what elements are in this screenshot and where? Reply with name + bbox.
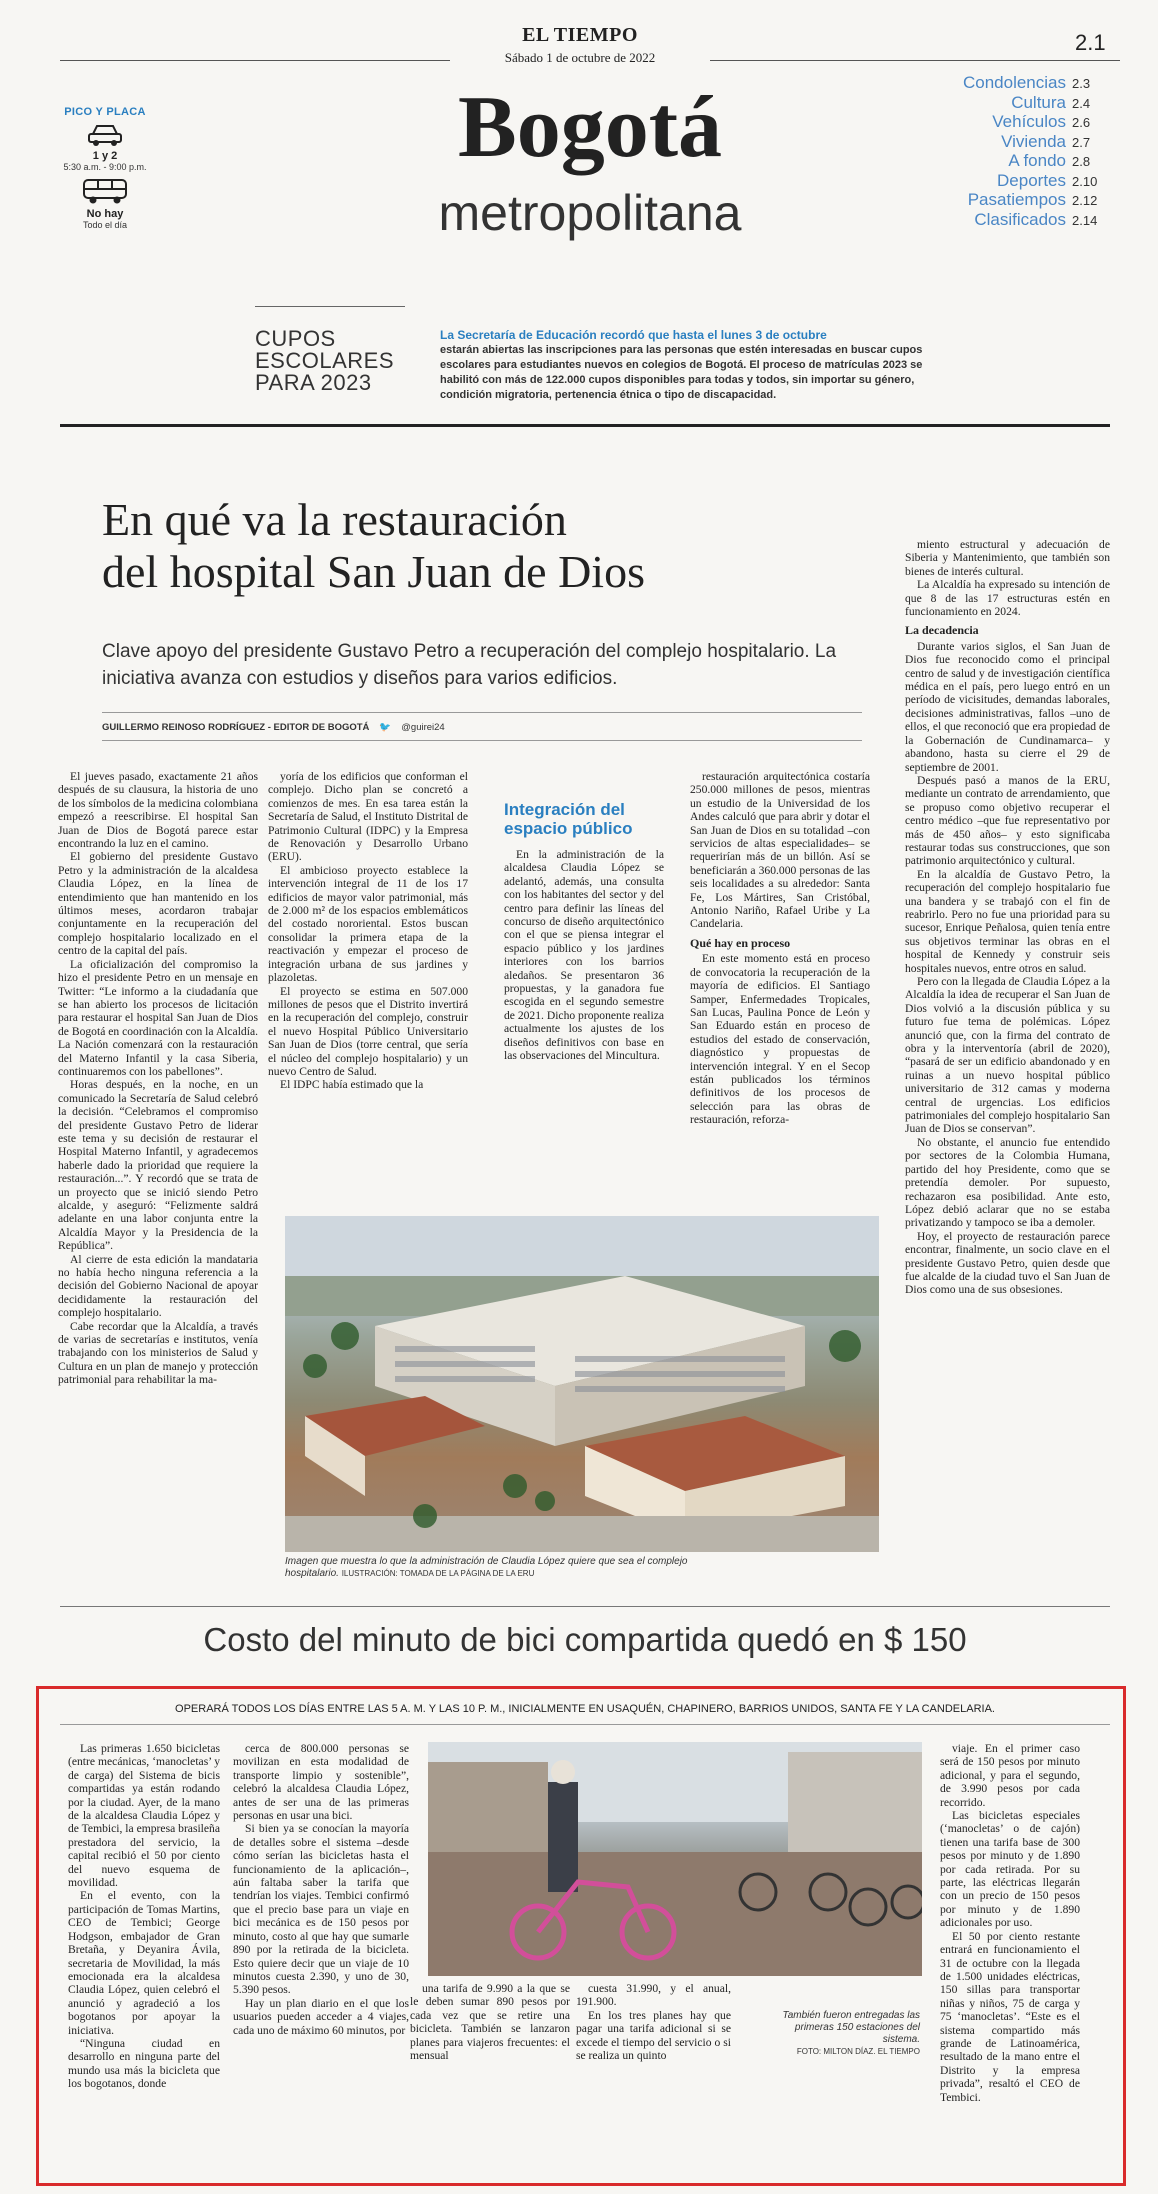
sidebar-heading bbox=[504, 800, 664, 838]
paragraph: El 50 por ciento restante entrará en funcionamiento el 31 de octubre con la llegada de 1.500 unidades eléctricas, 150 sillas para transportar niñas y niños, 75 de carga y 75 ‘manocletas’. “Este es el sistema compartido más grande de Latinoamérica, resultado de la mano entre el Distrito y la empresa privada”, resaltó el CEO de Tembici. bbox=[940, 1929, 1080, 2104]
index-item-name: Cultura bbox=[1011, 92, 1066, 112]
article-column-4 bbox=[690, 770, 870, 1210]
paragraph: Pero con la llegada de Claudia López a la Alcaldía la idea de recuperar el San Juan de Dios volvió a la discusión pública y su futuro fue tema de polémicas. López anunció que, con la firma del contrato de obra y la interventoría (abril de 2020), “pasará de ser un edificio abandonado y en ruinas a un nuevo hospital público universitario de 312 camas y moderna central de urgencias. Los edificios patrimoniales del complejo hospitalario San Juan de Dios se conservan”. bbox=[905, 975, 1110, 1136]
index-item-name: Deportes bbox=[997, 170, 1066, 190]
paragraph: El proyecto se estima en 507.000 millones de pesos que el Distrito invertirá en la recuperación del complejo, construir el nuevo Hospital Público Universitario San Juan de Dios (torre central, que sería el núcleo del complejo hospitalario) y un nuevo Centro de Salud. bbox=[268, 984, 468, 1078]
hospital-illustration bbox=[285, 1216, 879, 1552]
index-item[interactable] bbox=[920, 190, 1100, 210]
subheading: La decadencia bbox=[905, 623, 979, 638]
car-icon bbox=[85, 122, 125, 148]
paragraph: El IDPC había estimado que la bbox=[280, 1078, 424, 1092]
sidebar-column bbox=[504, 800, 664, 1210]
paragraph: cerca de 800.000 personas se movilizan en esta modalidad de transporte limpio y sostenible”, celebró la alcaldesa Claudia López, antes de ser una de las primeras personas en usar una bici. bbox=[233, 1742, 409, 1823]
paragraph: Al cierre de esta edición la mandataria no había hecho ninguna referencia a la decisión del Gobierno Nacional de apoyar decididamente la restauración del complejo hospitalario. bbox=[58, 1252, 258, 1320]
caption-credit: ILUSTRACIÓN: TOMADA DE LA PÁGINA DE LA ERU bbox=[341, 1569, 535, 1578]
paragraph: En este momento está en proceso de convocatoria la recuperación de la mayoría de edificios. El Santiago Samper, Enfermedades Tropicales, San Lucas, Paulina Ponce de León y San Eduardo están en proceso de estudios del estado de conservación, diagnóstico y propuestas de intervención integral. Y en el Secop están publicados los términos definitivos de los procesos de selección para las obras de restauración, reforza- bbox=[690, 952, 870, 1127]
paragraph: No obstante, el anuncio fue entendido por sectores de la Colombia Humana, partido del hoy Presidente, como que se pretendía demoler. Por supuesto, rechazaron esa posibilidad. Ante esto, López debió aclarar que no se estaba privatizando y tampoco se iba a demoler. bbox=[905, 1135, 1110, 1230]
paragraph: “Ninguna ciudad en desarrollo en ninguna parte del mundo usa más la bicicleta que los bogotanos, donde bbox=[68, 2036, 220, 2091]
issue-date: Sábado 1 de octubre de 2022 bbox=[504, 50, 656, 65]
byline-author: GUILLERMO REINOSO RODRÍGUEZ - EDITOR DE BOGOTÁ bbox=[102, 722, 370, 733]
headline-line: En qué va la restauración bbox=[102, 494, 567, 545]
section-divider bbox=[60, 1606, 1110, 1607]
index-item-page: 2.7 bbox=[1072, 134, 1091, 150]
index-item-name: Vivienda bbox=[1001, 131, 1066, 151]
subheading: Qué hay en proceso bbox=[690, 935, 791, 950]
newspaper-name: EL TIEMPO bbox=[522, 24, 638, 46]
index-item[interactable] bbox=[920, 132, 1100, 152]
paragraph: En el evento, con la participación de Tomas Martins, CEO de Tembici; George Hodgson, embajador de Gran Bretaña, y Deyanira Ávila, secretaria de Movilidad, la más emocionada era la alcaldesa Claudia López, quien celebró el anunció y agradeció a los bogotanos por apoyar la iniciativa. bbox=[68, 1889, 220, 2037]
promo-lead: La Secretaría de Educación recordó que hasta el lunes 3 de octubre bbox=[440, 328, 827, 342]
index-item[interactable] bbox=[920, 93, 1100, 113]
promo-rule bbox=[255, 306, 405, 307]
paragraph: En la alcaldía de Gustavo Petro, la recuperación del complejo hospitalario fue una bandera y se trabajó con el fin de reabrirlo. Pero no fue una prioridad para su sucesor, Enrique Peñalosa, quien tenía entre sus objetivos terminar las obras en el hospital de Kennedy y construir seis hospitales nuevos, entre otros en salud. bbox=[905, 867, 1110, 975]
article2-column-1 bbox=[68, 1742, 220, 2182]
index-item[interactable] bbox=[920, 171, 1100, 191]
header-rule-left bbox=[60, 60, 450, 61]
paragraph: Durante varios siglos, el San Juan de Dios fue reconocido como el principal centro de salud y de investigación científica médica en el país, pero luego entró en un período de vicisitudes, demandas laborales, decisiones administrativas, fallos –uno de ellos, el que reconoció que era propiedad de la Gobernación de Cundinamarca– y abandono, hasta su cierre el 29 de septiembre de 2001. bbox=[905, 639, 1110, 774]
index-item-page: 2.12 bbox=[1072, 193, 1098, 208]
sidebar-heading-line: Integración del bbox=[504, 800, 625, 819]
index-item-name: Pasatiempos bbox=[967, 190, 1066, 209]
index-item-name: Clasificados bbox=[974, 209, 1066, 229]
car-hours: 5:30 a.m. - 9:00 p.m. bbox=[63, 162, 147, 172]
image-caption bbox=[760, 2010, 920, 2058]
byline bbox=[102, 722, 862, 733]
hospital-rendering-image bbox=[285, 1216, 879, 1552]
header-rule-right bbox=[710, 60, 1120, 61]
pico-y-placa-title: PICO Y PLACA bbox=[64, 106, 146, 118]
image-caption bbox=[285, 1556, 705, 1580]
article-kicker: OPERARÁ TODOS LOS DÍAS ENTRE LAS 5 A. M. Y LAS 10 P. M., INICIALMENTE EN USAQUÉN, CHAPINERO, BARRIOS UNIDOS, SANTA FE Y LA CANDELARIA. bbox=[175, 1703, 995, 1715]
taxi-icon bbox=[81, 176, 129, 206]
section-subtitle: metropolitana bbox=[438, 185, 742, 241]
paragraph: viaje. En el primer caso será de 150 pesos por minuto adicional, y para el segundo, de 3.990 pesos por cada recorrido. bbox=[940, 1742, 1080, 1809]
promo-text bbox=[440, 328, 940, 403]
index-item-page: 2.6 bbox=[1072, 115, 1091, 130]
paragraph: En la administración de la alcaldesa Claudia López se adelantó, además, una consulta con los habitantes del sector y del centro para definir las líneas del concurso de diseño arquitectónico con el que se piensa integrar el espacio público y los jardines interiores con los barrios aledaños. Se presentaron 36 propuestas, y la ganadora fue escogida en el segundo semestre de 2021. Dicho proponente realiza actualmente los ajustes de los diseños definitivos con base en las observaciones del Mincultura. bbox=[504, 848, 664, 1063]
paragraph: una tarifa de 9.990 a la que se le deben sumar 890 pesos por cada vez que se retire una bicicleta. También se lanzaron planes para viajeros frecuentes: el mensual bbox=[410, 1982, 570, 2063]
promo-body: estarán abiertas las inscripciones para las personas que estén interesadas en buscar cupos escolares para estudiantes nuevos en colegios de Bogotá. El proceso de matrículas 2023 se habilitó con más de 122.000 cupos disponibles para todas y todos, sin importar su género, condición migratoria, pertenencia étnica o tipo de discapacidad. bbox=[440, 344, 923, 401]
index-item-page: 2.10 bbox=[1072, 173, 1098, 189]
car-plates: 1 y 2 bbox=[92, 150, 118, 162]
paragraph: Las primeras 1.650 bicicletas (entre mecánicas, ‘manocletas’ y de carga) del Sistema de bicis compartidas ya están rodando por la ciudad. Ayer, de la mano de la alcaldesa Claudia López y de Tembici, la empresa brasileña prestadora del servicio, la capital recibió el 50 por ciento del nuevo esquema de movilidad. bbox=[68, 1742, 220, 1890]
section-divider bbox=[60, 424, 1110, 427]
index-item-name: A fondo bbox=[1008, 151, 1066, 170]
paragraph: El gobierno del presidente Gustavo Petro y la administración de la alcaldesa Claudia López, en la línea de entendimiento que han mantenido en los últimos meses, acordaron trabajar conjuntamente en la recuperación del complejo hospitalario localizado en el centro de la capital del país. bbox=[58, 850, 258, 958]
article2-column-3 bbox=[410, 1982, 570, 2082]
index-item-page: 2.4 bbox=[1072, 95, 1091, 111]
taxi-status: No hay bbox=[86, 208, 124, 220]
bike-photo bbox=[428, 1742, 922, 1976]
index-item-name: Condolencias bbox=[962, 73, 1066, 92]
article-headline: Costo del minuto de bici compartida quedó en $ 150 bbox=[203, 1621, 967, 1658]
section-index bbox=[920, 73, 1100, 229]
kicker-rule bbox=[60, 1724, 1110, 1725]
byline-twitter[interactable]: @guirei24 bbox=[401, 722, 445, 733]
article-headline bbox=[102, 494, 862, 598]
paragraph: Las bicicletas especiales (‘manocletas’ o de cajón) tienen una tarifa base de 300 pesos por minuto y de 1.890 por cada retirada. Por su parte, las eléctricas llegarán con un precio de 150 pesos por minuto y de 1.890 adicionales por uso. bbox=[940, 1809, 1080, 1930]
promo-title-line: CUPOS bbox=[255, 326, 336, 351]
paragraph: El jueves pasado, exactamente 21 años después de su clausura, la historia de uno de los símbolos de la medicina colombiana empezó a reescribirse. El hospital San Juan de Dios de Bogotá parece estar encontrando la luz en el camino. bbox=[58, 770, 258, 851]
article2-column-2 bbox=[233, 1742, 409, 2182]
article-column-5 bbox=[905, 538, 1110, 1582]
index-item-page: 2.3 bbox=[1072, 76, 1091, 91]
byline-rule bbox=[102, 740, 862, 741]
section-title: Bogotá bbox=[458, 79, 722, 176]
promo-title-line: PARA 2023 bbox=[255, 370, 372, 395]
index-item-page: 2.8 bbox=[1072, 154, 1091, 169]
paragraph: cuesta 31.990, y el anual, 191.900. bbox=[576, 1982, 731, 2009]
article-column-1 bbox=[58, 770, 258, 1582]
index-item[interactable] bbox=[920, 210, 1100, 230]
paragraph: La Alcaldía ha expresado su intención de que 8 de las 17 estructuras estén en funcionamiento en 2024. bbox=[905, 578, 1110, 619]
index-item-name: Vehículos bbox=[992, 112, 1066, 131]
caption-credit: FOTO: MILTON DÍAZ. EL TIEMPO bbox=[796, 2047, 920, 2056]
promo-title-line: ESCOLARES bbox=[255, 348, 394, 373]
paragraph: Cabe recordar que la Alcaldía, a través de varias de secretarías e institutos, venía trabajando con los ministerios de Salud y Cultura en un plan de manejo y protección patrimonial para rehabilitar la ma- bbox=[58, 1319, 258, 1387]
index-item[interactable] bbox=[920, 73, 1100, 93]
paragraph: Horas después, en la noche, en un comunicado la Secretaría de Salud celebró la decisión. “Celebramos el compromiso del presidente Gustavo Petro de liderar este tema y su decisión de restaurar el Hospital Materno Infantil, y agradecemos haberle dado la prioridad que requiere la restauración...”. Y recordó que se trata de un proyecto que se inició siendo Petro alcalde, y aseguró: “Felizmente saldrá adelante en una labor conjunta entre la Alcaldía Mayor y la Presidencia de la República”. bbox=[58, 1078, 258, 1253]
paragraph: Hay un plan diario en el que los usuarios pueden acceder a 4 viajes, cada uno de máximo 60 minutos, por bbox=[233, 1996, 409, 2037]
paragraph: Hoy, el proyecto de restauración parece encontrar, finalmente, un socio clave en el presidente Gustavo Petro, quien desde que fue alcalde de la ciudad tuvo el San Juan de Dios como una de sus obsesiones. bbox=[905, 1229, 1110, 1297]
article2-column-5 bbox=[940, 1742, 1080, 2182]
index-item[interactable] bbox=[920, 112, 1100, 132]
article2-column-4 bbox=[576, 1982, 731, 2122]
caption-text: Imagen que muestra lo que la administración de Claudia López quiere que sea el complejo hospitalario. bbox=[285, 1556, 688, 1579]
page-number: 2.1 bbox=[1075, 30, 1106, 55]
paragraph: Después pasó a manos de la ERU, mediante un contrato de arrendamiento, que se propuso como objetivo recuperar el centro médico –que fue representativo por más de 450 años– y esto significaba restaurar todas sus construcciones, que son patrimonio arquitectónico y cultural. bbox=[905, 773, 1110, 868]
sidebar-heading-line: espacio público bbox=[504, 819, 633, 838]
pico-y-placa-box bbox=[50, 106, 160, 230]
index-item-page: 2.14 bbox=[1072, 212, 1098, 228]
article-column-2 bbox=[268, 770, 468, 1210]
caption-text: También fueron entregadas las primeras 150 estaciones del sistema. bbox=[782, 2010, 920, 2045]
twitter-icon: 🐦 bbox=[379, 722, 392, 733]
index-item[interactable] bbox=[920, 151, 1100, 171]
bike-photo-illustration bbox=[428, 1742, 922, 1976]
paragraph: La oficialización del compromiso la hizo el presidente Petro en un mensaje en Twitter: “Le informo a la ciudadanía que se han abierto los procesos de licitación para restaurar el hospital San Juan de Dios de Bogotá en coordinación con la Alcaldía. La Nación comenzará con la restauración del Materno Infantil y la casa Siberia, continuaremos con los pabellones”. bbox=[58, 957, 258, 1078]
headline-line: del hospital San Juan de Dios bbox=[102, 546, 645, 597]
paragraph: El ambicioso proyecto establece la intervención integral de 11 de los 17 edificios de mayor valor patrimonial, más de 2.000 m² de los espacios emblemáticos del costado nororiental. Estos buscan consolidar la primera etapa de la reactivación y empezar el proceso de integración urbana de sus jardines y plazoletas. bbox=[268, 863, 468, 985]
paragraph: miento estructural y adecuación de Siberia y Mantenimiento, que también son bienes de interés cultural. bbox=[905, 538, 1110, 578]
promo-title bbox=[255, 328, 405, 394]
paragraph: yoría de los edificios que conforman el complejo. Dicho plan se concretó a comienzos de mes. En esa tarea están la Secretaría de Salud, el Instituto Distrital de Patrimonio Cultural (IDPC) y la Empresa de Renovación y Desarrollo Urbano (ERU). bbox=[268, 770, 468, 864]
paragraph: En los tres planes hay que pagar una tarifa adicional si se excede el tiempo del servicio o si se realiza un quinto bbox=[576, 2008, 731, 2063]
byline-rule bbox=[102, 712, 862, 713]
paragraph: restauración arquitectónica costaría 250.000 millones de pesos, mientras un estudio de la Universidad de los Andes calculó que para abrir y dotar el San Juan de Dios en su totalidad –con servicios de altas especialidades– se requerirían más de un billón. Así se beneficiarán a 360.000 personas de las seis localidades a su alrededor: Santa Fe, Los Mártires, San Cristóbal, Antonio Nariño, Rafael Uribe y La Candelaria. bbox=[690, 770, 870, 931]
article-deck: Clave apoyo del presidente Gustavo Petro a recuperación del complejo hospitalario. La iniciativa avanza con estudios y diseños para varios edificios. bbox=[102, 641, 837, 689]
paragraph: Si bien ya se conocían la mayoría de detalles sobre el sistema –desde cómo serían las bicicletas hasta el funcionamiento de la aplicación–, aún faltaba saber la tarifa que tendrían los viajes. Tembici confirmó que el precio base para un viaje en bici mecánica es de 150 pesos por minuto, costo al que hay que sumarle 890 por la retirada de la bicicleta. Esto quiere decir que un viaje de 10 minutos cuesta 2.390, y uno de 30, 5.390 pesos. bbox=[233, 1822, 409, 1997]
taxi-note: Todo el día bbox=[82, 220, 128, 230]
